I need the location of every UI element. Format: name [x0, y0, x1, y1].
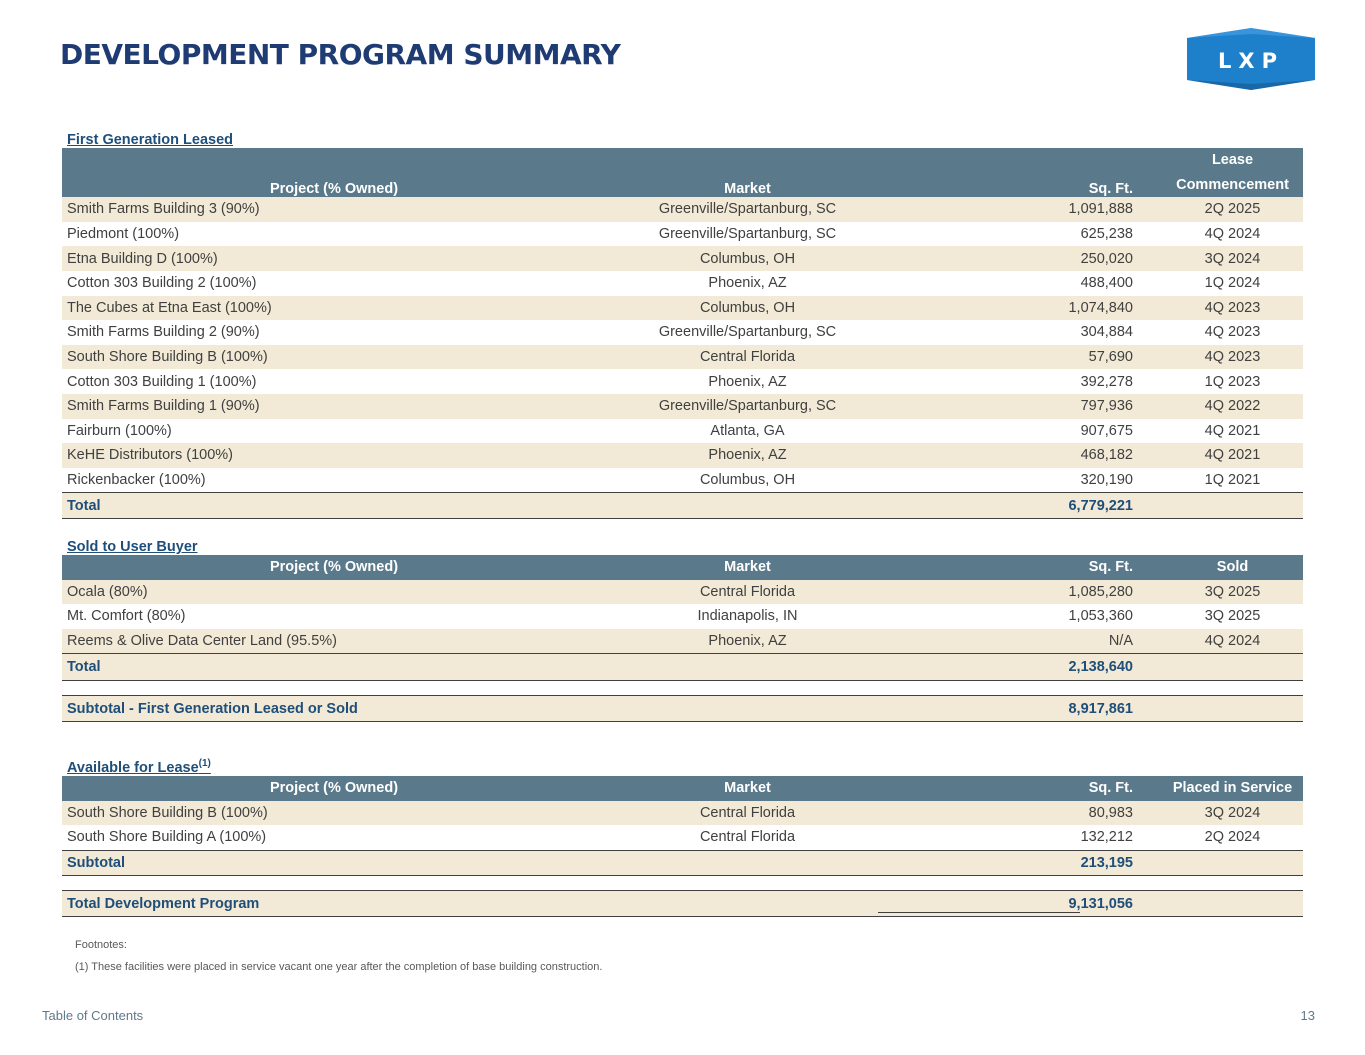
col-date: Sold — [1162, 555, 1303, 580]
date-cell: 3Q 2024 — [1162, 246, 1303, 271]
market-cell: Central Florida — [699, 829, 796, 846]
subtotal-row — [62, 696, 1303, 722]
project-cell: Ocala (80%) — [62, 580, 606, 605]
footnote-1: (1) These facilities were placed in service vacant one year after the completion of base building construction. — [75, 961, 603, 973]
sqft-cell: 320,190 — [1080, 472, 1133, 489]
sqft-cell: 1,074,840 — [889, 296, 1162, 321]
project-cell: Mt. Comfort (80%) — [67, 608, 186, 625]
project-cell: Piedmont (100%) — [67, 226, 180, 243]
total-label: Total — [62, 654, 606, 681]
col-project: Project (% Owned) — [62, 555, 606, 580]
col-project: Project (% Owned) — [62, 776, 606, 801]
total-row — [62, 654, 1303, 681]
project-cell: South Shore Building B (100%) — [62, 801, 606, 826]
table-row — [62, 246, 1303, 271]
total-row — [62, 493, 1303, 519]
header-row — [62, 776, 1303, 801]
logo-text: LXP — [1218, 49, 1284, 73]
market-cell: Atlanta, GA — [710, 422, 785, 439]
sqft-cell: 488,400 — [1080, 275, 1133, 292]
date-cell: 4Q 2024 — [1162, 629, 1303, 654]
double-underline — [878, 912, 1080, 917]
sqft-cell: 57,690 — [889, 345, 1162, 370]
sqft-cell: 468,182 — [889, 443, 1162, 468]
date-cell: 4Q 2024 — [1204, 226, 1261, 243]
market-cell: Greenville/Spartanburg, SC — [606, 394, 889, 419]
market-cell: Columbus, OH — [606, 246, 889, 271]
table-row — [62, 345, 1303, 370]
sqft-cell: 797,936 — [889, 394, 1162, 419]
section-header — [62, 529, 1303, 555]
first-gen-section-label: First Generation Leased — [67, 132, 233, 148]
market-cell: Phoenix, AZ — [708, 373, 787, 390]
col-sqft: Sq. Ft. — [889, 555, 1162, 580]
table-row — [62, 468, 1303, 493]
table-row — [62, 801, 1303, 826]
date-cell: 1Q 2023 — [1204, 373, 1261, 390]
footnotes-heading: Footnotes: — [75, 939, 127, 951]
project-cell: Etna Building D (100%) — [62, 246, 606, 271]
subtotal-row — [62, 850, 1303, 876]
col-date-line1: Lease — [1162, 148, 1303, 173]
sqft-cell: 80,983 — [889, 801, 1162, 826]
date-cell: 2Q 2025 — [1162, 197, 1303, 222]
project-cell: KeHE Distributors (100%) — [62, 443, 606, 468]
table-row — [62, 604, 1303, 629]
footnote-ref: (1) — [198, 758, 211, 770]
grand-total-row — [62, 891, 1303, 917]
table-of-contents-link[interactable]: Table of Contents — [42, 1008, 144, 1023]
col-project: Project (% Owned) — [62, 148, 606, 197]
table-row — [62, 580, 1303, 605]
sqft-cell: 132,212 — [1080, 829, 1133, 846]
project-cell: Cotton 303 Building 2 (100%) — [67, 275, 257, 292]
section-header — [62, 750, 1303, 776]
col-market: Market — [606, 148, 889, 197]
date-cell: 4Q 2022 — [1162, 394, 1303, 419]
grand-total-label: Total Development Program — [62, 891, 606, 917]
sqft-cell: 392,278 — [1080, 373, 1133, 390]
first-gen-table — [62, 122, 1303, 519]
table-row — [62, 825, 1303, 850]
date-cell: 1Q 2024 — [1204, 275, 1261, 292]
grand-total-sqft: 9,131,056 — [889, 891, 1162, 917]
table-row — [62, 419, 1303, 444]
table-row — [62, 271, 1303, 296]
sqft-cell: 1,085,280 — [889, 580, 1162, 605]
col-market: Market — [606, 776, 889, 801]
market-cell: Greenville/Spartanburg, SC — [658, 324, 837, 341]
col-sqft: Sq. Ft. — [889, 148, 1162, 197]
market-cell: Greenville/Spartanburg, SC — [658, 226, 837, 243]
project-cell: Smith Farms Building 3 (90%) — [62, 197, 606, 222]
project-cell: Smith Farms Building 1 (90%) — [62, 394, 606, 419]
col-market: Market — [606, 555, 889, 580]
project-cell: The Cubes at Etna East (100%) — [62, 296, 606, 321]
market-cell: Columbus, OH — [699, 472, 796, 489]
subtotal-label: Subtotal - First Generation Leased or Sold — [62, 696, 606, 722]
header-row — [62, 148, 1303, 173]
page-number: 13 — [1300, 1008, 1315, 1023]
sqft-cell: 1,091,888 — [889, 197, 1162, 222]
col-date: Placed in Service — [1162, 776, 1303, 801]
project-cell: Smith Farms Building 2 (90%) — [67, 324, 260, 341]
project-cell: Rickenbacker (100%) — [67, 472, 206, 489]
sqft-cell: N/A — [889, 629, 1162, 654]
market-cell: Indianapolis, IN — [697, 608, 798, 625]
subtotal-sqft: 8,917,861 — [889, 696, 1162, 722]
date-cell: 4Q 2021 — [1204, 422, 1261, 439]
table-row — [62, 443, 1303, 468]
subtotal-label: Subtotal — [62, 850, 606, 876]
date-cell: 4Q 2023 — [1162, 296, 1303, 321]
header-row — [62, 555, 1303, 580]
table-row — [62, 222, 1303, 247]
date-cell: 3Q 2024 — [1162, 801, 1303, 826]
market-cell: Phoenix, AZ — [606, 629, 889, 654]
available-section-label: Available for Lease — [67, 760, 199, 776]
table-row — [62, 629, 1303, 654]
sqft-cell: 250,020 — [889, 246, 1162, 271]
market-cell: Greenville/Spartanburg, SC — [606, 197, 889, 222]
market-cell: Columbus, OH — [606, 296, 889, 321]
subtotal-sqft: 213,195 — [889, 850, 1162, 876]
market-cell: Central Florida — [606, 801, 889, 826]
market-cell: Phoenix, AZ — [708, 275, 787, 292]
date-cell: 3Q 2025 — [1204, 608, 1261, 625]
date-cell: 4Q 2023 — [1204, 324, 1261, 341]
total-sqft: 6,779,221 — [889, 493, 1162, 519]
table-row — [62, 197, 1303, 222]
market-cell: Central Florida — [606, 345, 889, 370]
page-title: DEVELOPMENT PROGRAM SUMMARY — [60, 38, 621, 71]
market-cell: Central Florida — [606, 580, 889, 605]
date-cell: 4Q 2021 — [1162, 443, 1303, 468]
project-cell: South Shore Building B (100%) — [62, 345, 606, 370]
table-row — [62, 394, 1303, 419]
project-cell: South Shore Building A (100%) — [67, 829, 267, 846]
total-sqft: 2,138,640 — [889, 654, 1162, 681]
project-cell: Fairburn (100%) — [67, 422, 172, 439]
sold-table — [62, 529, 1303, 722]
table-row — [62, 369, 1303, 394]
sqft-cell: 304,884 — [1080, 324, 1133, 341]
section-header — [62, 122, 1303, 148]
lxp-logo — [1187, 28, 1315, 90]
project-cell: Cotton 303 Building 1 (100%) — [67, 373, 257, 390]
available-table — [62, 750, 1303, 917]
date-cell: 3Q 2025 — [1162, 580, 1303, 605]
project-cell: Reems & Olive Data Center Land (95.5%) — [62, 629, 606, 654]
date-cell: 2Q 2024 — [1204, 829, 1261, 846]
market-cell: Phoenix, AZ — [606, 443, 889, 468]
col-date-line2: Commencement — [1162, 173, 1303, 198]
sqft-cell: 907,675 — [1080, 422, 1133, 439]
sold-section-label: Sold to User Buyer — [67, 539, 198, 555]
table-row — [62, 296, 1303, 321]
sqft-cell: 625,238 — [1080, 226, 1133, 243]
date-cell: 1Q 2021 — [1204, 472, 1261, 489]
date-cell: 4Q 2023 — [1162, 345, 1303, 370]
total-label: Total — [62, 493, 606, 519]
table-row — [62, 320, 1303, 345]
col-sqft: Sq. Ft. — [889, 776, 1162, 801]
sqft-cell: 1,053,360 — [1068, 608, 1133, 625]
